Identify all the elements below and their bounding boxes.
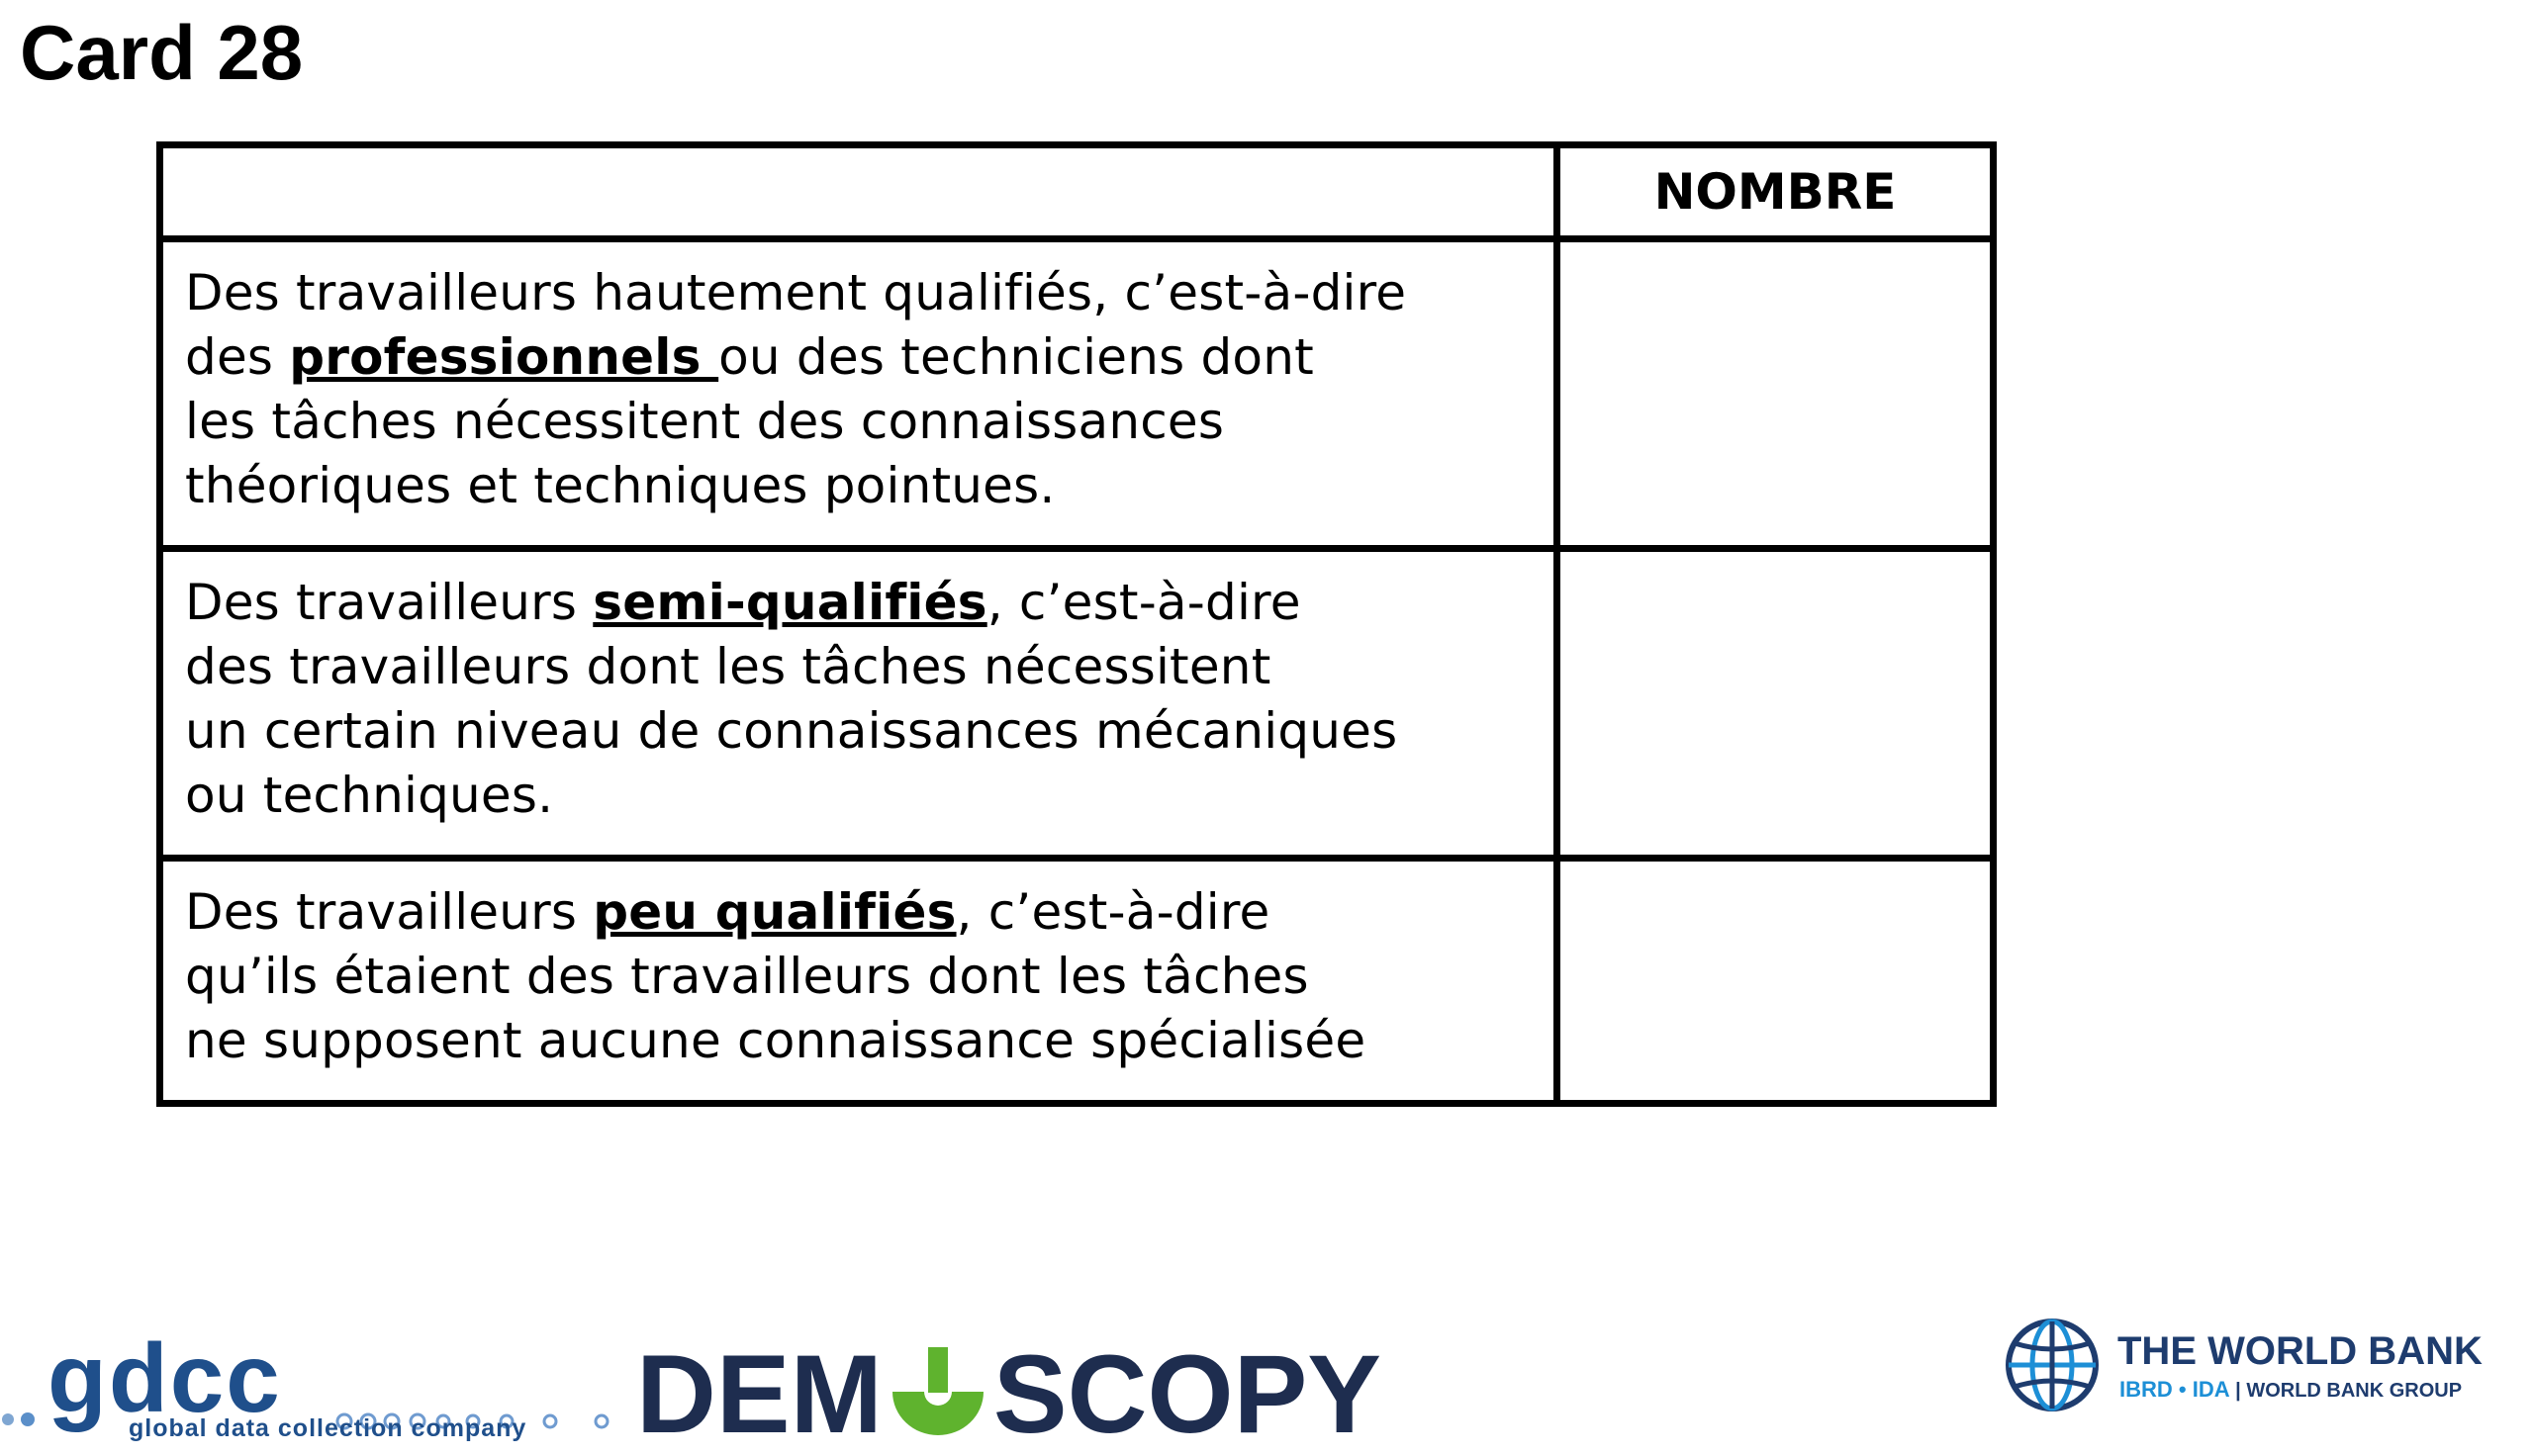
table-row: [160, 239, 1994, 549]
gdcc-logo: [0, 1323, 623, 1449]
demoscopy-part2: SCOPY: [992, 1332, 1381, 1456]
row-description: Des travailleurs hautement qualifiés, c’est-à-dire des professionnels ou des techniciens dont les tâches nécessitent des connaissances théoriques et techniques pointues.: [160, 239, 1557, 549]
globe-icon: [2001, 1314, 2104, 1416]
card-title: Card 28: [20, 9, 304, 96]
table-row: [160, 859, 1994, 1104]
demoscopy-logo: [636, 1332, 1381, 1456]
table-row: [160, 549, 1994, 859]
row-description: Des travailleurs peu qualifiés, c’est-à-dire qu’ils étaient des travailleurs dont les tâches ne supposent aucune connaissance spécialisée: [160, 859, 1557, 1104]
table-header-row: [160, 145, 1994, 239]
header-description-cell: [160, 145, 1557, 239]
row-nombre-cell[interactable]: [1557, 859, 1994, 1104]
world-bank-name: THE WORLD BANK: [2117, 1329, 2483, 1373]
demoscopy-o-icon: [883, 1347, 993, 1436]
demoscopy-part1: DEM: [636, 1332, 883, 1456]
emphasis-term: peu qualifiés: [593, 883, 957, 941]
skills-table: [156, 141, 1997, 1107]
header-nombre-cell: NOMBRE: [1557, 145, 1994, 239]
row-nombre-cell[interactable]: [1557, 239, 1994, 549]
row-nombre-cell[interactable]: [1557, 549, 1994, 859]
emphasis-term: semi-qualifiés: [593, 574, 987, 631]
gdcc-tagline: global data collection company: [129, 1414, 527, 1442]
world-bank-subtitle: IBRD • IDA | WORLD BANK GROUP: [2119, 1377, 2463, 1402]
emphasis-term: professionnels: [289, 328, 719, 386]
world-bank-logo: [1999, 1308, 2513, 1424]
gdcc-wordmark: gdcc: [47, 1323, 282, 1432]
row-description: Des travailleurs semi-qualifiés, c’est-à-dire des travailleurs dont les tâches nécessitent un certain niveau de connaissances mécaniques ou techniques.: [160, 549, 1557, 859]
